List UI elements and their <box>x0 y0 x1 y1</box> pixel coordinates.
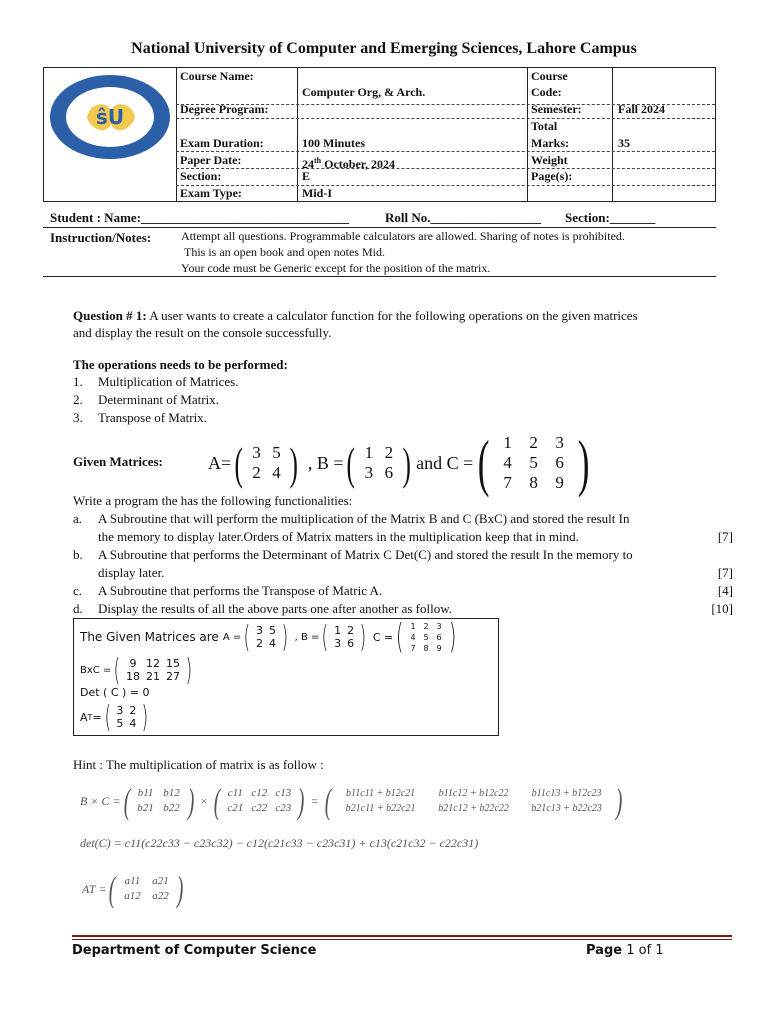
matrix-b: ( 1 2 3 6 ) <box>346 437 411 489</box>
label-degree-program: Degree Program: <box>180 102 269 116</box>
write-program-text: Write a program the has the following functionalities: <box>73 493 353 508</box>
instructions-label: Instruction/Notes: <box>50 230 152 245</box>
footer-page-number: Page 1 of 1 <box>586 943 664 958</box>
given-matrices-label: Given Matrices: <box>73 454 163 469</box>
matrix-c: ( 1 2 3 4 5 6 7 8 9 ) <box>478 427 590 498</box>
part-c: c. A Subroutine that performs the Transpose of Matric A. [4] <box>73 583 733 598</box>
roll-number-field: Roll No._________________ <box>385 210 541 225</box>
hint-title: Hint : The multiplication of matrix is as follow : <box>73 757 324 772</box>
instruction-line-2: This is an open book and open notes Mid. <box>184 245 385 259</box>
value-exam-type: Mid-I <box>302 186 332 200</box>
label-semester: Semester: <box>531 102 582 116</box>
divider <box>43 227 716 228</box>
expected-output-box <box>73 618 499 736</box>
operation-1: 1. Multiplication of Matrices. <box>73 374 239 389</box>
operation-2: 2. Determinant of Matrix. <box>73 392 219 407</box>
footer-rule <box>72 939 732 940</box>
footer-department: Department of Computer Science <box>72 943 317 958</box>
given-matrices: A= ( 3 5 2 4 ) , B = ( 1 2 3 6 ) and C = ( 1 2 3 4 5 6 7 8 9 ) <box>208 433 594 493</box>
operations-title: The operations needs to be performed: <box>73 357 288 372</box>
part-b: b. A Subroutine that performs the Determinant of Matrix C Det(C) and stored the result In the memory to display later. [7] <box>73 547 733 580</box>
value-section: E <box>302 169 311 183</box>
output-bxc: BxC = ( 9 12 15 18 21 27 ) <box>80 652 193 688</box>
university-title: National University of Computer and Emerging Sciences, Lahore Campus <box>131 40 637 57</box>
label-course-code-1: Course <box>531 69 568 83</box>
label-paper-date: Paper Date: <box>180 153 242 167</box>
output-given-matrices: The Given Matrices are A = ( 3 5 2 4 ) , B = ( 1 2 3 6 ) C = ( 1 2 3 4 5 6 7 8 9 ) <box>80 617 456 657</box>
divider <box>43 276 716 277</box>
question-intro-2: and display the result on the console successfully. <box>73 325 332 340</box>
label-course-name: Course Name: <box>180 69 254 83</box>
value-total-marks: 35 <box>618 136 630 150</box>
part-a: a. A Subroutine that will perform the multiplication of the Matrix B and C (BxC) and stored the result In the memory to display later.Orders of Matrix matters in the multiplication keep that in mind. [7] <box>73 511 733 544</box>
operation-3: 3. Transpose of Matrix. <box>73 410 207 425</box>
value-paper-date: 24th October, 2024 <box>302 156 396 171</box>
output-transpose: A T = ( 3 2 5 4 ) <box>80 699 149 735</box>
value-semester: Fall 2024 <box>618 102 665 116</box>
hint-determinant-formula: det(C) = c11(c22c33 − c23c32) − c12(c21c33 − c23c31) + c13(c21c32 − c22c31) <box>80 836 479 850</box>
part-d: d. Display the results of all the above parts one after another as follow. [10] <box>73 601 733 616</box>
label-course-code-2: Code: <box>531 85 562 99</box>
value-course-name: Computer Org, & Arch. <box>302 85 426 99</box>
svg-text:ŝU: ŝU <box>95 105 125 129</box>
label-pages: Page(s): <box>531 169 573 183</box>
instruction-line-1: Attempt all questions. Programmable calculators are allowed. Sharing of notes is prohibited. <box>181 229 625 243</box>
value-exam-duration: 100 Minutes <box>302 136 365 150</box>
university-logo <box>49 74 172 160</box>
section-field: Section:_______ <box>565 210 656 225</box>
student-name-field: Student : Name:________________________________ <box>50 210 349 225</box>
question-intro: Question # 1: A user wants to create a calculator function for the following operations on the given matrices <box>73 308 638 323</box>
hint-transpose-formula: AT = ( a11 a21 a12 a22 ) <box>82 869 184 909</box>
label-weight: Weight <box>531 153 568 167</box>
footer-rule <box>72 935 732 937</box>
hint-multiplication-formula: B × C = ( b11 b12 b21 b22 ) × ( c11 c12 c13 c21 c22 c23 ) = ( b11c11 + b12c21 b11c12 + b12c22 b11c13 + b12c23 b21c11 + b22c21 b21c12 + b22c22 b21c13 + b22c23 ) <box>80 781 623 821</box>
label-section: Section: <box>180 169 222 183</box>
label-total-marks-1: Total <box>531 119 558 133</box>
output-determinant: Det ( C ) = 0 <box>80 686 150 699</box>
label-exam-type: Exam Type: <box>180 186 242 200</box>
label-exam-duration: Exam Duration: <box>180 136 264 150</box>
instruction-line-3: Your code must be Generic except for the position of the matrix. <box>181 261 491 275</box>
matrix-a: ( 3 5 2 4 ) <box>234 437 299 489</box>
label-total-marks-2: Marks: <box>531 136 569 150</box>
